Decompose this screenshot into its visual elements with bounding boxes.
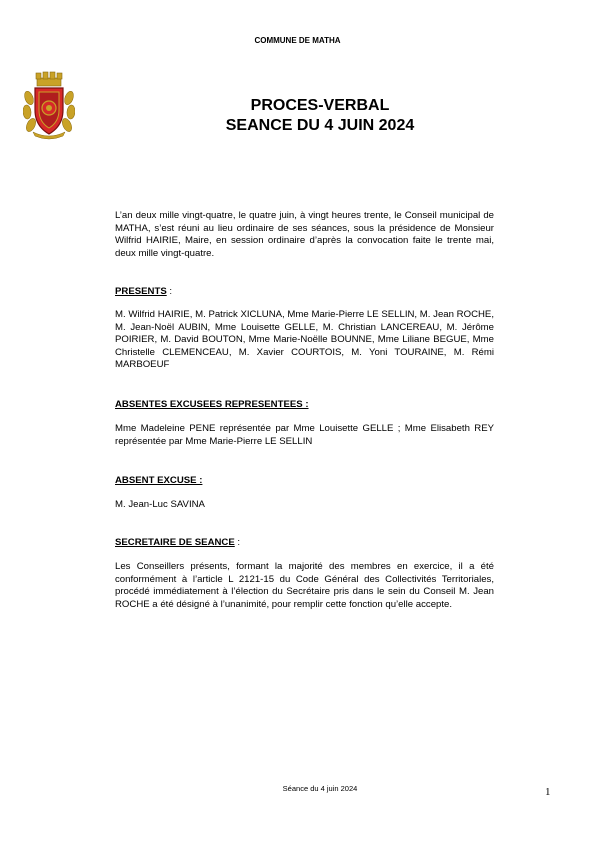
absentes-representees-heading: [115, 399, 494, 412]
secretaire-text: Les Conseillers présents, formant la majorité des membres en exercice, il a été conformément à l’article L 2121-15 du Code Général des Collectivités Territoriales, procédé immédiatement à l’élection du Secrétaire pris dans le sein du Conseil M. Jean ROCHE a été désigné à l’unanimité, pour remplir cette fonction qu’elle accepte.: [115, 561, 494, 610]
secretaire-heading: SECRETAIRE DE SEANCE: [115, 537, 235, 548]
header-commune: COMMUNE DE MATHA: [254, 36, 341, 45]
absent-excuse-heading: [115, 475, 494, 488]
presents-heading-suffix: :: [166, 286, 173, 297]
intro-paragraph: L’an deux mille vingt-quatre, le quatre juin, à vingt heures trente, le Conseil municipal de MATHA, s’est réuni au lieu ordinaire de ses séances, sous la présidence de Monsieur Wilfrid HAIRIE, Maire, en session ordinaire d’après la convocation faite le trente mai, deux mille vingt-quatre.: [115, 210, 494, 259]
title-line-1: PROCES-VERBAL: [250, 97, 390, 114]
secretaire-heading-suffix: :: [234, 537, 241, 548]
secretaire-heading-line: [115, 537, 494, 550]
title-line-2: SEANCE DU 4 JUIN 2024: [225, 117, 415, 134]
footer-label: Séance du 4 juin 2024: [282, 784, 358, 793]
absentes-representees-text: Mme Madeleine PENE représentée par Mme Louisette GELLE ; Mme Elisabeth REY représentée par Mme Marie-Pierre LE SELLIN: [115, 423, 494, 447]
presents-heading: PRESENTS: [115, 286, 167, 297]
presents-heading-line: [115, 286, 494, 299]
absent-excuse-title: ABSENT EXCUSE :: [115, 475, 203, 486]
page-number: 1: [545, 786, 551, 798]
presents-list: M. Wilfrid HAIRIE, M. Patrick XICLUNA, Mme Marie-Pierre LE SELLIN, M. Jean ROCHE, M. Jean-Noël AUBIN, Mme Louisette GELLE, M. Christian LANCEREAU, M. Jérôme POIRIER, M. David BOUTON, Mme Marie-Noëlle BOUNNE, Mme Liliane BEGUE, Mme Christelle CLEMENCEAU, M. Xavier COURTOIS, M. Yoni TOURAINE, M. Rémi MARBOEUF: [115, 309, 494, 371]
page-title: [0, 96, 595, 136]
absent-excuse-text: M. Jean-Luc SAVINA: [115, 499, 205, 510]
absentes-representees-title: ABSENTES EXCUSEES REPRESENTEES :: [115, 399, 309, 410]
